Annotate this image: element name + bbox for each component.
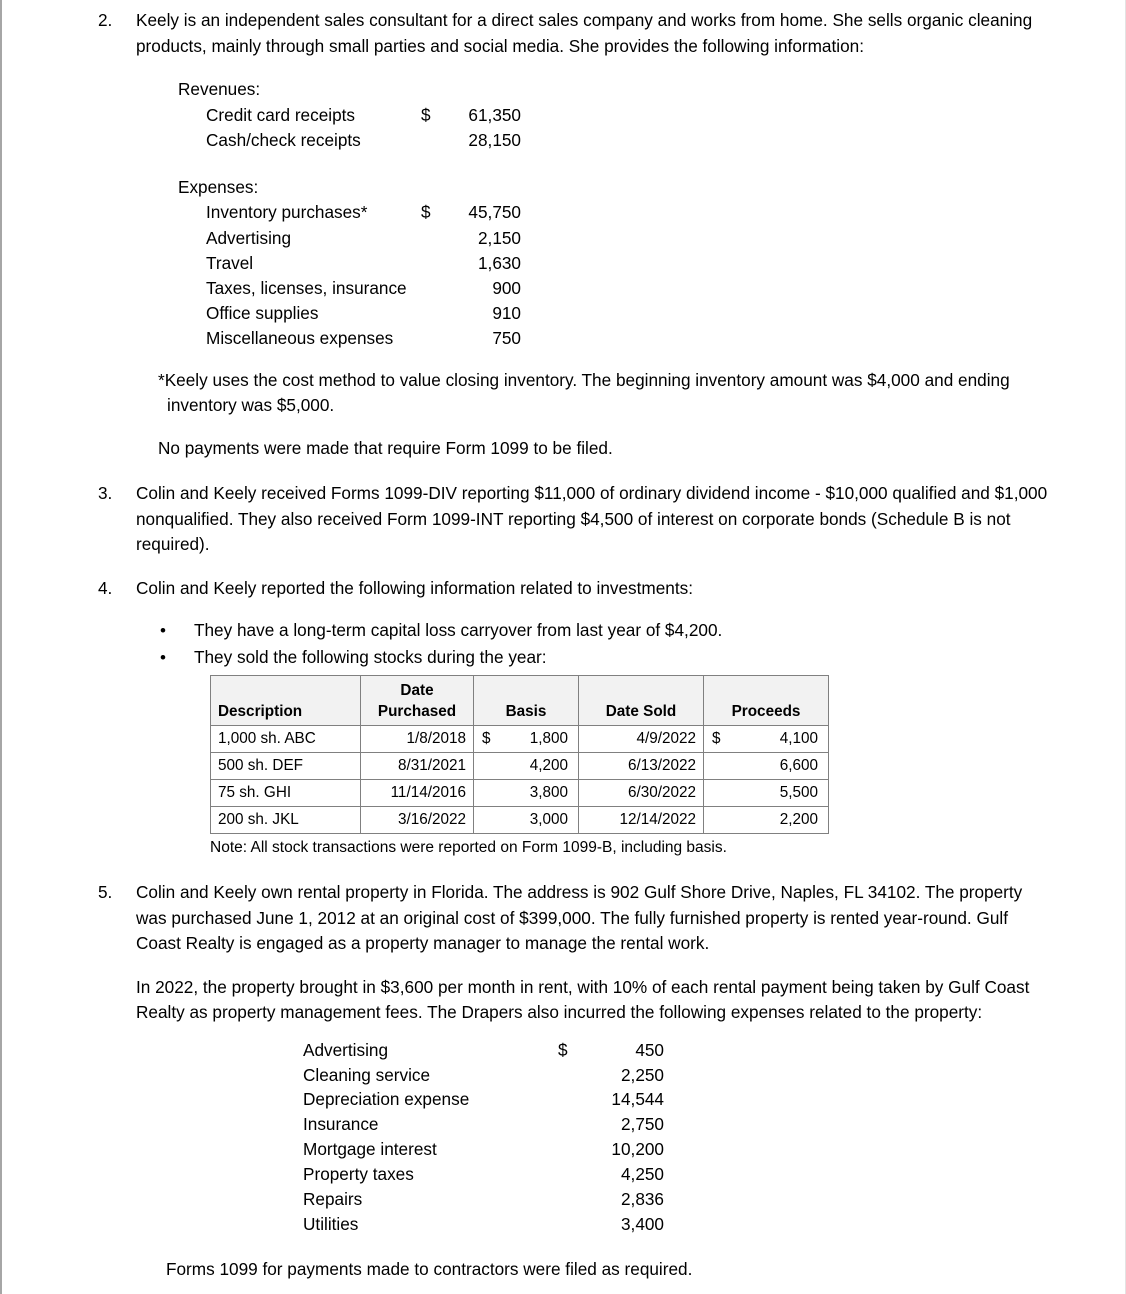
expense-currency — [421, 301, 443, 326]
inventory-footnote — [158, 368, 1053, 419]
rental-expense-row — [303, 1063, 1053, 1088]
cell-date-purchased: 11/14/2016 — [361, 780, 474, 807]
cell-date-sold: 6/13/2022 — [579, 753, 704, 780]
expense-currency — [421, 226, 443, 251]
rental-expense-amount: 2,750 — [620, 1114, 664, 1135]
cell-proceeds-value: 5,500 — [779, 784, 818, 802]
revenue-label: Cash/check receipts — [206, 129, 361, 150]
expense-amount: 45,750 — [468, 202, 521, 223]
bullet-text: They sold the following stocks during the year: — [194, 647, 547, 668]
rental-expenses-block — [303, 1038, 1053, 1237]
rental-expense-amount: 10,200 — [611, 1139, 664, 1160]
revenue-row — [178, 103, 1053, 128]
list-item-5 — [98, 880, 1053, 957]
rental-expense-currency — [558, 1162, 584, 1187]
list-item-3 — [98, 481, 1053, 558]
rental-intro-paragraph: In 2022, the property brought in $3,600 per month in rent, with 10% of each rental payment being taken by Gulf Coast Realty as property management fees. The Drapers also incurred the following expenses related to the property: — [136, 976, 1030, 1023]
rental-expense-row — [303, 1038, 1053, 1063]
cell-description: 200 sh. JKL — [211, 807, 361, 834]
expense-row — [178, 251, 1053, 276]
stock-table-wrapper — [210, 675, 1053, 834]
expenses-title: Expenses: — [178, 176, 259, 197]
list-item-2 — [98, 8, 1053, 59]
rental-expense-row — [303, 1087, 1053, 1112]
expense-row — [178, 326, 1053, 351]
column-header-label: Basis — [505, 703, 547, 721]
expense-currency — [421, 276, 443, 301]
cell-proceeds — [704, 807, 829, 834]
revenue-currency — [421, 128, 443, 153]
expense-currency: $ — [421, 202, 431, 223]
form-1099-note: No payments were made that require Form 1099 to be filed. — [158, 437, 613, 458]
list-item-4 — [98, 576, 1053, 602]
bullet-icon: • — [160, 648, 166, 668]
rental-expense-amount: 14,544 — [611, 1089, 664, 1110]
revenue-label: Credit card receipts — [206, 104, 356, 125]
cell-basis — [474, 807, 579, 834]
bullet-icon: • — [160, 621, 166, 641]
expense-amount: 900 — [492, 278, 521, 299]
rental-expense-label: Insurance — [303, 1114, 379, 1135]
rental-expense-currency: $ — [558, 1039, 568, 1060]
rental-expense-currency — [558, 1137, 584, 1162]
item-number: 2. — [98, 10, 113, 30]
rental-expense-label: Cleaning service — [303, 1064, 431, 1085]
column-header-date-purchased — [361, 676, 474, 726]
expense-amount: 750 — [492, 328, 521, 349]
cell-basis-value: 4,200 — [529, 757, 568, 775]
cell-basis-value: 1,800 — [529, 730, 568, 748]
rental-expense-row — [303, 1187, 1053, 1212]
expense-currency — [421, 251, 443, 276]
revenue-amount: 28,150 — [468, 129, 521, 150]
rental-expense-row — [303, 1162, 1053, 1187]
document-content — [2, 0, 1125, 1282]
rental-expense-currency — [558, 1087, 584, 1112]
cell-date-sold: 4/9/2022 — [579, 726, 704, 753]
column-header-label: Date Sold — [605, 703, 677, 721]
column-header-line1: Date — [400, 682, 434, 700]
rental-expense-label: Repairs — [303, 1189, 363, 1210]
rental-expense-currency — [558, 1187, 584, 1212]
column-header-date-sold — [579, 676, 704, 726]
revenue-row — [178, 128, 1053, 153]
column-header-proceeds — [704, 676, 829, 726]
column-header-label: Description — [218, 703, 303, 721]
column-header-basis — [474, 676, 579, 726]
rental-expense-row — [303, 1112, 1053, 1137]
cell-basis — [474, 753, 579, 780]
expense-amount: 2,150 — [477, 227, 521, 248]
table-header-row — [211, 676, 829, 726]
cell-description: 1,000 sh. ABC — [211, 726, 361, 753]
list-item — [160, 617, 1053, 644]
expense-label: Inventory purchases* — [206, 202, 368, 223]
item-text: Keely is an independent sales consultant for a direct sales company and works from home. She sells organic cleaning products, mainly through small parties and social media. She provides the following information: — [136, 10, 1033, 56]
cell-date-purchased: 8/31/2021 — [361, 753, 474, 780]
cell-proceeds-value: 4,100 — [779, 730, 818, 748]
expense-label: Office supplies — [206, 303, 319, 324]
table-row — [211, 807, 829, 834]
rental-expense-amount: 4,250 — [620, 1164, 664, 1185]
expense-amount: 910 — [492, 303, 521, 324]
rental-expense-currency — [558, 1212, 584, 1237]
rental-expense-row — [303, 1137, 1053, 1162]
expense-currency — [421, 326, 443, 351]
expense-row — [178, 226, 1053, 251]
expenses-block — [178, 175, 1053, 352]
revenues-title: Revenues: — [178, 79, 261, 99]
rental-expense-label: Property taxes — [303, 1164, 414, 1185]
item-number: 5. — [98, 882, 113, 903]
cell-proceeds — [704, 780, 829, 807]
expense-label: Taxes, licenses, insurance — [206, 278, 407, 299]
cell-basis — [474, 780, 579, 807]
rental-closing-note: Forms 1099 for payments made to contractors were filed as required. — [166, 1258, 693, 1279]
cell-date-purchased: 3/16/2022 — [361, 807, 474, 834]
rental-expense-amount: 2,250 — [620, 1064, 664, 1085]
cell-basis-value: 3,000 — [529, 811, 568, 829]
cell-proceeds-value: 6,600 — [779, 757, 818, 775]
list-item — [160, 644, 1053, 671]
cell-date-purchased: 1/8/2018 — [361, 726, 474, 753]
item-text: Colin and Keely received Forms 1099-DIV reporting $11,000 of ordinary dividend income - $10,000 qualified and $1,000 nonqualified. They also received Form 1099-INT reporting $4,500 of interest on corporate bonds (Schedule B is not required). — [136, 483, 1048, 555]
stock-sales-table — [210, 675, 829, 834]
cell-date-sold: 6/30/2022 — [579, 780, 704, 807]
expense-row — [178, 276, 1053, 301]
revenue-currency: $ — [421, 104, 431, 125]
table-row — [211, 780, 829, 807]
rental-expense-currency — [558, 1063, 584, 1088]
rental-expense-amount: 450 — [635, 1039, 664, 1060]
rental-expense-label: Advertising — [303, 1039, 389, 1060]
cell-proceeds — [704, 753, 829, 780]
column-header-description — [211, 676, 361, 726]
item-number: 3. — [98, 483, 113, 504]
table-row — [211, 726, 829, 753]
investment-bullet-list — [160, 617, 1053, 671]
column-header-line2: Purchased — [377, 703, 457, 721]
table-row — [211, 753, 829, 780]
cell-description: 75 sh. GHI — [211, 780, 361, 807]
expense-label: Miscellaneous expenses — [206, 328, 394, 349]
revenues-block — [178, 77, 1053, 153]
bullet-text: They have a long-term capital loss carryover from last year of $4,200. — [194, 620, 723, 641]
expense-label: Travel — [206, 252, 254, 273]
item-number: 4. — [98, 577, 113, 598]
cell-description: 500 sh. DEF — [211, 753, 361, 780]
rental-expense-row — [303, 1212, 1053, 1237]
stock-table-note: Note: All stock transactions were reported on Form 1099-B, including basis. — [210, 839, 727, 857]
column-header-label: Proceeds — [731, 703, 801, 721]
item-text: Colin and Keely reported the following information related to investments: — [136, 577, 693, 598]
rental-expense-currency — [558, 1112, 584, 1137]
rental-expense-amount: 3,400 — [620, 1213, 664, 1234]
expense-amount: 1,630 — [477, 252, 521, 273]
cell-proceeds-value: 2,200 — [779, 811, 818, 829]
expense-row — [178, 200, 1053, 225]
cell-basis-value: 3,800 — [529, 784, 568, 802]
cell-proceeds — [704, 726, 829, 753]
currency-symbol: $ — [482, 730, 491, 748]
currency-symbol: $ — [712, 730, 721, 748]
expense-row — [178, 301, 1053, 326]
rental-expense-label: Mortgage interest — [303, 1139, 437, 1160]
cell-basis — [474, 726, 579, 753]
cell-date-sold: 12/14/2022 — [579, 807, 704, 834]
item-text: Colin and Keely own rental property in Florida. The address is 902 Gulf Shore Drive, Naples, FL 34102. The property was purchased June 1, 2012 at an original cost of $399,000. The fully furnished property is rented year-round. Gulf Coast Realty is engaged as a property manager to manage the rental work. — [136, 882, 1023, 954]
revenue-amount: 61,350 — [468, 104, 521, 125]
rental-expense-amount: 2,836 — [620, 1189, 664, 1210]
inventory-footnote-text: *Keely uses the cost method to value closing inventory. The beginning inventory amount was $4,000 and ending inventory was $5,000. — [158, 369, 1010, 416]
expense-label: Advertising — [206, 227, 292, 248]
rental-expense-label: Depreciation expense — [303, 1089, 470, 1110]
rental-expense-label: Utilities — [303, 1213, 359, 1234]
